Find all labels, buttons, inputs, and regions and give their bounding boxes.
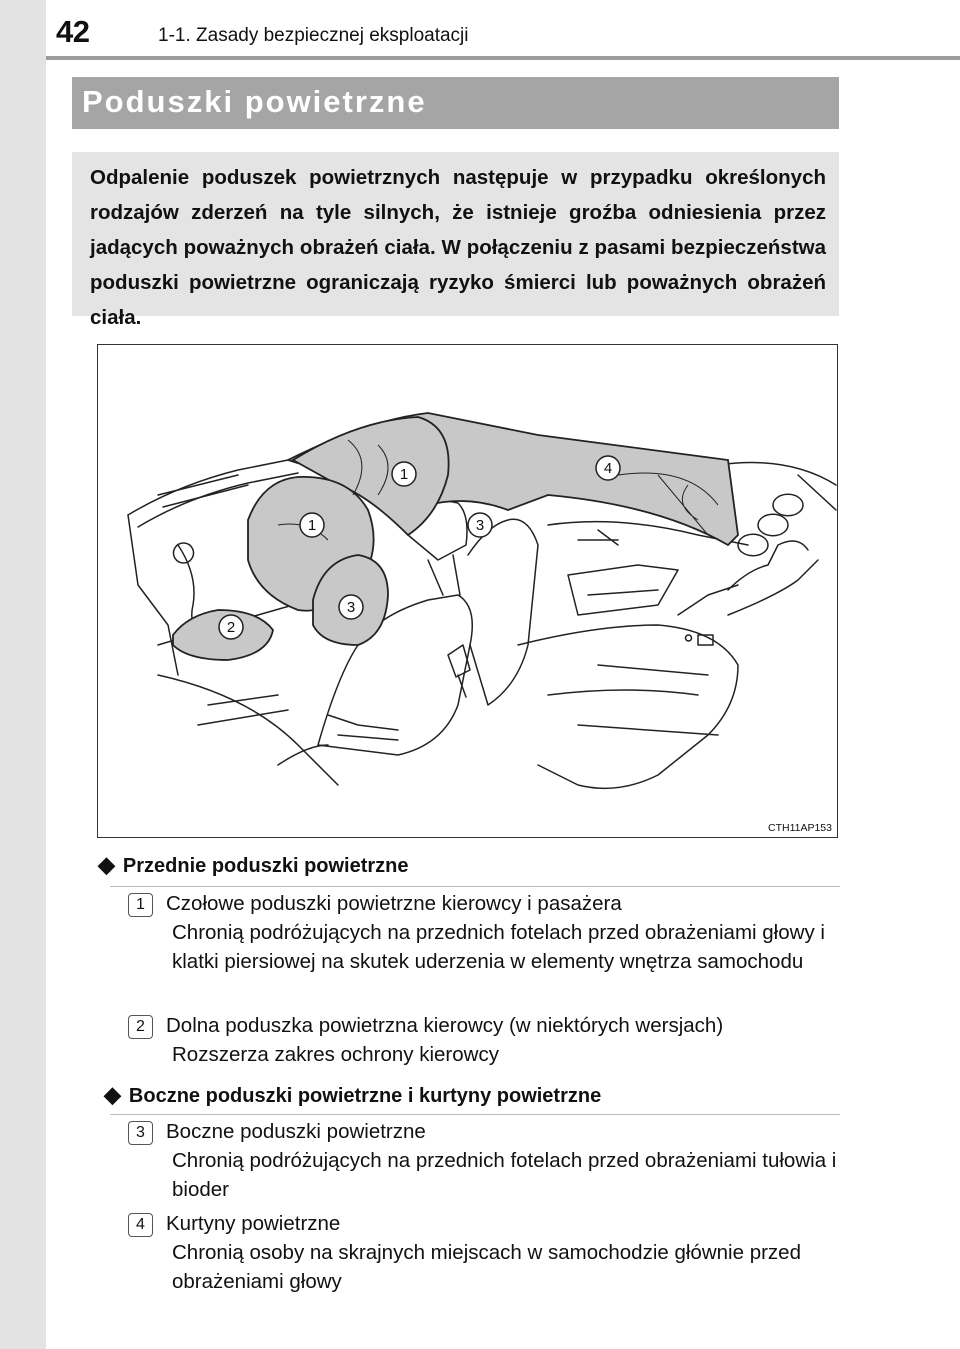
item-label: Boczne poduszki powietrzne [166,1120,426,1143]
item-label: Kurtyny powietrzne [166,1212,341,1235]
section-title-bar [72,77,839,129]
figure-code: CTH11AP153 [767,822,832,834]
item-description: Rozszerza zakres ochrony kierowcy [172,1043,499,1066]
diamond-icon: ◆ [98,852,115,877]
page-number: 42 [56,14,90,49]
page-side-strip [0,0,46,1349]
diamond-icon: ◆ [104,1082,121,1107]
running-title: 1-1. Zasady bezpiecznej eksploatacji [158,25,469,46]
item-number-badge: 3 [128,1121,153,1145]
section-heading-side [104,1082,601,1108]
item-number-badge: 2 [128,1015,153,1039]
intro-text: Odpalenie poduszek powietrznych następuje w przypadku określonych rodzajów zderzeń na tyle silnych, że istnieje groźba odniesienia przez jadących poważnych obrażeń ciała. W połączeniu z pasami bezpieczeństwa poduszki powietrzne ograniczają ryzyko śmierci lub poważnych obrażeń ciała. [90,166,826,329]
item-description: Chronią podróżujących na przednich fotelach przed obrażeniami głowy i klatki piersiowej na skutek uderzenia w elementy wnętrza samochodu [172,921,825,973]
intro-box [72,152,839,329]
item-description: Chronią osoby na skrajnych miejscach w samochodzie głównie przed obrażeniami głowy [172,1241,801,1293]
callout-label: 1 [307,517,317,534]
item-label: Czołowe poduszki powietrzne kierowcy i pasażera [166,892,622,915]
callout-label: 1 [399,466,409,483]
callout-label: 2 [226,619,236,636]
section-divider [110,1114,840,1115]
header-divider [46,56,960,60]
airbag-illustration [97,344,838,838]
section-divider [110,886,840,887]
car-interior-drawing [98,345,837,837]
section-heading-text: Boczne poduszki powietrzne i kurtyny powietrzne [128,1085,602,1107]
item-label: Dolna poduszka powietrzna kierowcy (w niektórych wersjach) [166,1014,724,1037]
item-number-badge: 4 [128,1213,153,1237]
item-description: Chronią podróżujących na przednich fotelach przed obrażeniami tułowia i bioder [172,1149,837,1201]
callout-label: 4 [603,460,613,477]
section-heading-front [98,852,409,878]
callout-label: 3 [475,517,485,534]
callout-label: 3 [346,599,356,616]
page-title: Poduszki powietrzne [82,84,427,119]
section-heading-text: Przednie poduszki powietrzne [122,855,409,877]
item-number-badge: 1 [128,893,153,917]
